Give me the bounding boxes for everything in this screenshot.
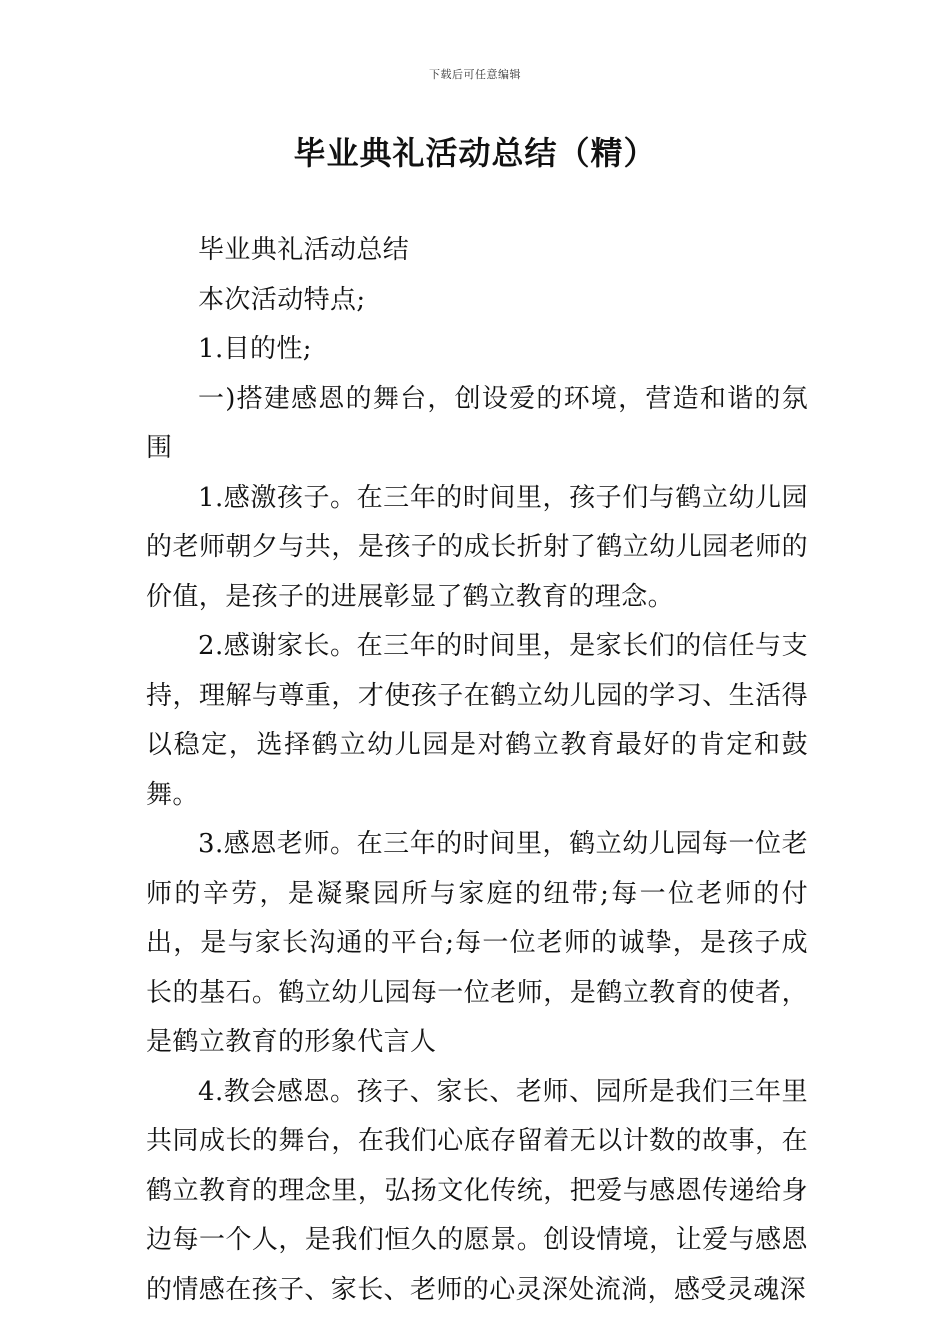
paragraph-purpose: 1.目的性; — [198, 334, 312, 364]
paragraph-section-one: 一)搭建感恩的舞台，创设爱的环境，营造和谐的氛围 — [146, 383, 808, 463]
paragraph-thank-parents: 2.感谢家长。在三年的时间里，是家长们的信任与支持，理解与尊重，才使孩子在鹤立幼儿园的学习、生活得以稳定，选择鹤立幼儿园是对鹤立教育最好的肯定和鼓舞。 — [146, 631, 808, 810]
header-note: 下载后可任意编辑 — [429, 68, 521, 81]
document-body — [146, 226, 808, 1315]
paragraph-subtitle: 毕业典礼活动总结 — [198, 235, 410, 265]
document-title: 毕业典礼活动总结（精） — [293, 134, 657, 172]
paragraph-thank-children: 1.感激孩子。在三年的时间里，孩子们与鹤立幼儿园的老师朝夕与共，是孩子的成长折射了鹤立幼儿园老师的价值，是孩子的进展彰显了鹤立教育的理念。 — [146, 482, 808, 612]
paragraph-thank-teachers: 3.感恩老师。在三年的时间里，鹤立幼儿园每一位老师的辛劳，是凝聚园所与家庭的纽带;每一位老师的付出，是与家长沟通的平台;每一位老师的诚挚，是孩子成长的基石。鹤立幼儿园每一位老师，是鹤立教育的使者，是鹤立教育的形象代言人 — [146, 829, 808, 1057]
paragraph-features: 本次活动特点; — [198, 284, 366, 315]
paragraph-teach-gratitude: 4.教会感恩。孩子、家长、老师、园所是我们三年里共同成长的舞台，在我们心底存留着无以计数的故事，在鹤立教育的理念里，弘扬文化传统，把爱与感恩传递给身边每一个人，是我们恒久的愿景。创设情境，让爱与感恩的情感在孩子、家长、老师的心灵深处流淌，感受灵魂深 — [146, 1076, 808, 1305]
